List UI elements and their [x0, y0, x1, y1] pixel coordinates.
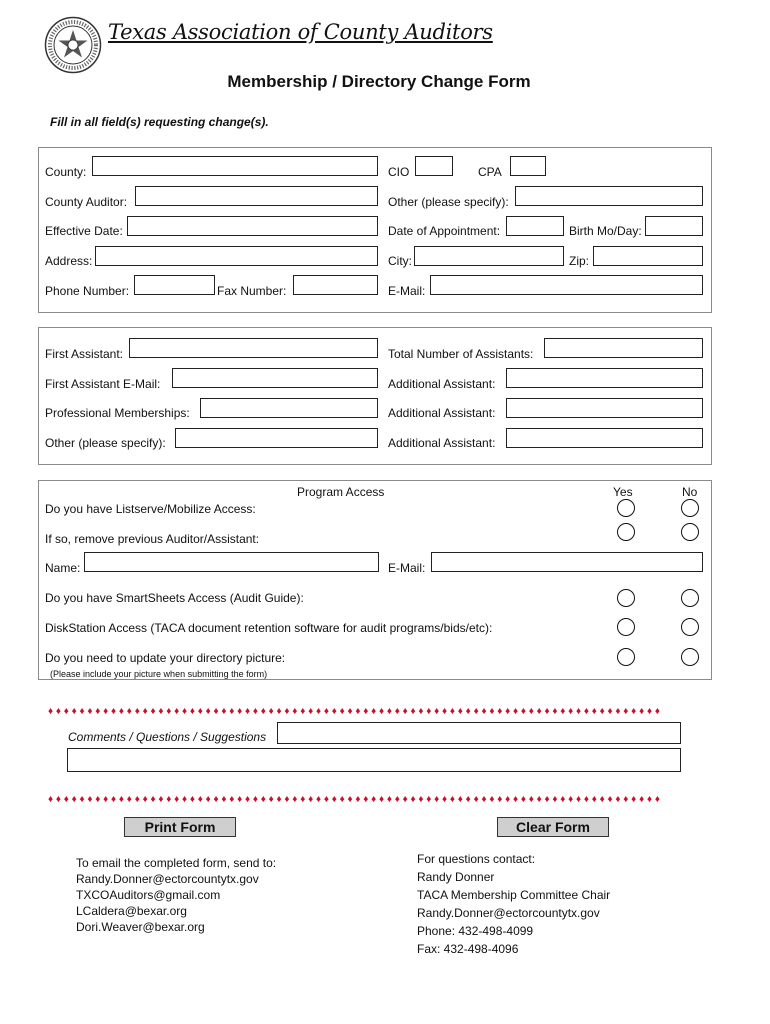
diamond-divider-top: ♦ ♦ ♦ ♦ ♦ ♦ ♦ ♦ ♦ ♦ ♦ ♦ ♦ ♦ ♦ ♦ ♦ ♦ ♦ ♦ ♦ ♦ ♦ ♦ ♦ ♦ ♦ ♦ ♦ ♦ ♦ ♦ ♦ ♦ ♦ ♦ ♦ ♦ ♦ ♦ ♦ ♦ ♦ ♦ ♦ ♦ ♦ ♦ ♦ ♦ ♦ ♦ ♦ ♦ ♦ ♦ ♦ ♦ ♦ ♦ ♦ ♦ ♦ ♦ ♦ ♦ ♦ ♦ ♦ ♦ ♦ ♦ ♦ ♦ ♦ ♦ ♦ ♦: [48, 706, 660, 717]
cio-input[interactable]: [415, 156, 453, 176]
no-heading: No: [682, 485, 698, 499]
association-seal: [44, 16, 102, 74]
additional-assistant-2-input[interactable]: [506, 398, 703, 418]
diamond-divider-bottom: ♦ ♦ ♦ ♦ ♦ ♦ ♦ ♦ ♦ ♦ ♦ ♦ ♦ ♦ ♦ ♦ ♦ ♦ ♦ ♦ ♦ ♦ ♦ ♦ ♦ ♦ ♦ ♦ ♦ ♦ ♦ ♦ ♦ ♦ ♦ ♦ ♦ ♦ ♦ ♦ ♦ ♦ ♦ ♦ ♦ ♦ ♦ ♦ ♦ ♦ ♦ ♦ ♦ ♦ ♦ ♦ ♦ ♦ ♦ ♦ ♦ ♦ ♦ ♦ ♦ ♦ ♦ ♦ ♦ ♦ ♦ ♦ ♦ ♦ ♦ ♦ ♦ ♦: [48, 794, 660, 805]
other-specify-2-input[interactable]: [175, 428, 378, 448]
other-specify-input[interactable]: [515, 186, 703, 206]
other-specify-2-label: Other (please specify):: [45, 436, 166, 450]
listserve-question: Do you have Listserve/Mobilize Access:: [45, 502, 256, 516]
program-name-label: Name:: [45, 561, 81, 575]
remove-previous-question: If so, remove previous Auditor/Assistant:: [45, 532, 260, 546]
email-to-address-1[interactable]: Randy.Donner@ectorcountytx.gov: [76, 872, 259, 886]
diskstation-question: DiskStation Access (TACA document retention software for audit programs/bids/etc):: [45, 621, 493, 635]
remove-previous-no-radio[interactable]: [681, 523, 699, 541]
form-title: Membership / Directory Change Form: [227, 72, 531, 91]
effective-date-input[interactable]: [127, 216, 378, 236]
first-assistant-email-label: First Assistant E-Mail:: [45, 377, 161, 391]
smartsheets-question: Do you have SmartSheets Access (Audit Guide):: [45, 591, 304, 605]
county-label: County:: [45, 165, 87, 179]
fax-number-input[interactable]: [293, 275, 378, 295]
smartsheets-yes-radio[interactable]: [617, 589, 635, 607]
cio-label: CIO: [388, 165, 410, 179]
professional-memberships-label: Professional Memberships:: [45, 406, 190, 420]
contact-email[interactable]: Randy.Donner@ectorcountytx.gov: [417, 906, 600, 920]
program-email-label: E-Mail:: [388, 561, 426, 575]
directory-picture-yes-radio[interactable]: [617, 648, 635, 666]
remove-previous-yes-radio[interactable]: [617, 523, 635, 541]
date-of-appointment-label: Date of Appointment:: [388, 224, 501, 238]
zip-input[interactable]: [593, 246, 703, 266]
directory-picture-question: Do you need to update your directory picture:: [45, 651, 286, 665]
additional-assistant-1-input[interactable]: [506, 368, 703, 388]
diskstation-yes-radio[interactable]: [617, 618, 635, 636]
additional-assistant-3-input[interactable]: [506, 428, 703, 448]
cpa-input[interactable]: [510, 156, 546, 176]
total-assistants-input[interactable]: [544, 338, 703, 358]
email-label: E-Mail:: [388, 284, 426, 298]
directory-picture-no-radio[interactable]: [681, 648, 699, 666]
email-to-address-3[interactable]: LCaldera@bexar.org: [76, 904, 187, 918]
total-assistants-label: Total Number of Assistants:: [388, 347, 534, 361]
phone-number-input[interactable]: [134, 275, 215, 295]
county-auditor-input[interactable]: [135, 186, 378, 206]
picture-note: (Please include your picture when submitting the form): [50, 669, 268, 679]
additional-assistant-2-label: Additional Assistant:: [388, 406, 496, 420]
county-input[interactable]: [92, 156, 378, 176]
contact-title: TACA Membership Committee Chair: [417, 888, 611, 902]
date-of-appointment-input[interactable]: [506, 216, 564, 236]
birth-mo-day-input[interactable]: [645, 216, 703, 236]
smartsheets-no-radio[interactable]: [681, 589, 699, 607]
cpa-label: CPA: [478, 165, 502, 179]
email-to-heading: To email the completed form, send to:: [76, 856, 277, 870]
comments-input-line2[interactable]: [67, 748, 681, 772]
diskstation-no-radio[interactable]: [681, 618, 699, 636]
contact-block: [417, 850, 610, 958]
email-to-address-4[interactable]: Dori.Weaver@bexar.org: [76, 920, 205, 934]
yes-heading: Yes: [613, 485, 633, 499]
email-to-block: [76, 855, 276, 935]
print-form-button[interactable]: Print Form: [124, 817, 236, 837]
additional-assistant-3-label: Additional Assistant:: [388, 436, 496, 450]
contact-name: Randy Donner: [417, 870, 495, 884]
zip-label: Zip:: [569, 254, 590, 268]
program-email-input[interactable]: [431, 552, 703, 572]
address-label: Address:: [45, 254, 93, 268]
email-input[interactable]: [430, 275, 703, 295]
first-assistant-input[interactable]: [129, 338, 378, 358]
address-input[interactable]: [95, 246, 378, 266]
first-assistant-email-input[interactable]: [172, 368, 378, 388]
effective-date-label: Effective Date:: [45, 224, 123, 238]
org-title: Texas Association of County Auditors: [108, 20, 493, 44]
listserve-no-radio[interactable]: [681, 499, 699, 517]
contact-phone: Phone: 432-498-4099: [417, 924, 534, 938]
contact-heading: For questions contact:: [417, 852, 536, 866]
additional-assistant-1-label: Additional Assistant:: [388, 377, 496, 391]
birth-mo-day-label: Birth Mo/Day:: [569, 224, 642, 238]
city-label: City:: [388, 254, 412, 268]
program-access-heading: Program Access: [297, 485, 385, 499]
contact-fax: Fax: 432-498-4096: [417, 942, 519, 956]
other-specify-label: Other (please specify):: [388, 195, 509, 209]
listserve-yes-radio[interactable]: [617, 499, 635, 517]
fax-number-label: Fax Number:: [217, 284, 287, 298]
phone-number-label: Phone Number:: [45, 284, 130, 298]
program-name-input[interactable]: [84, 552, 379, 572]
email-to-address-2[interactable]: TXCOAuditors@gmail.com: [76, 888, 221, 902]
city-input[interactable]: [414, 246, 564, 266]
first-assistant-label: First Assistant:: [45, 347, 124, 361]
instructions: Fill in all field(s) requesting change(s).: [50, 115, 269, 129]
clear-form-button[interactable]: Clear Form: [497, 817, 609, 837]
comments-label: Comments / Questions / Suggestions: [68, 730, 267, 744]
professional-memberships-input[interactable]: [200, 398, 378, 418]
comments-input-line1[interactable]: [277, 722, 681, 744]
county-auditor-label: County Auditor:: [45, 195, 128, 209]
